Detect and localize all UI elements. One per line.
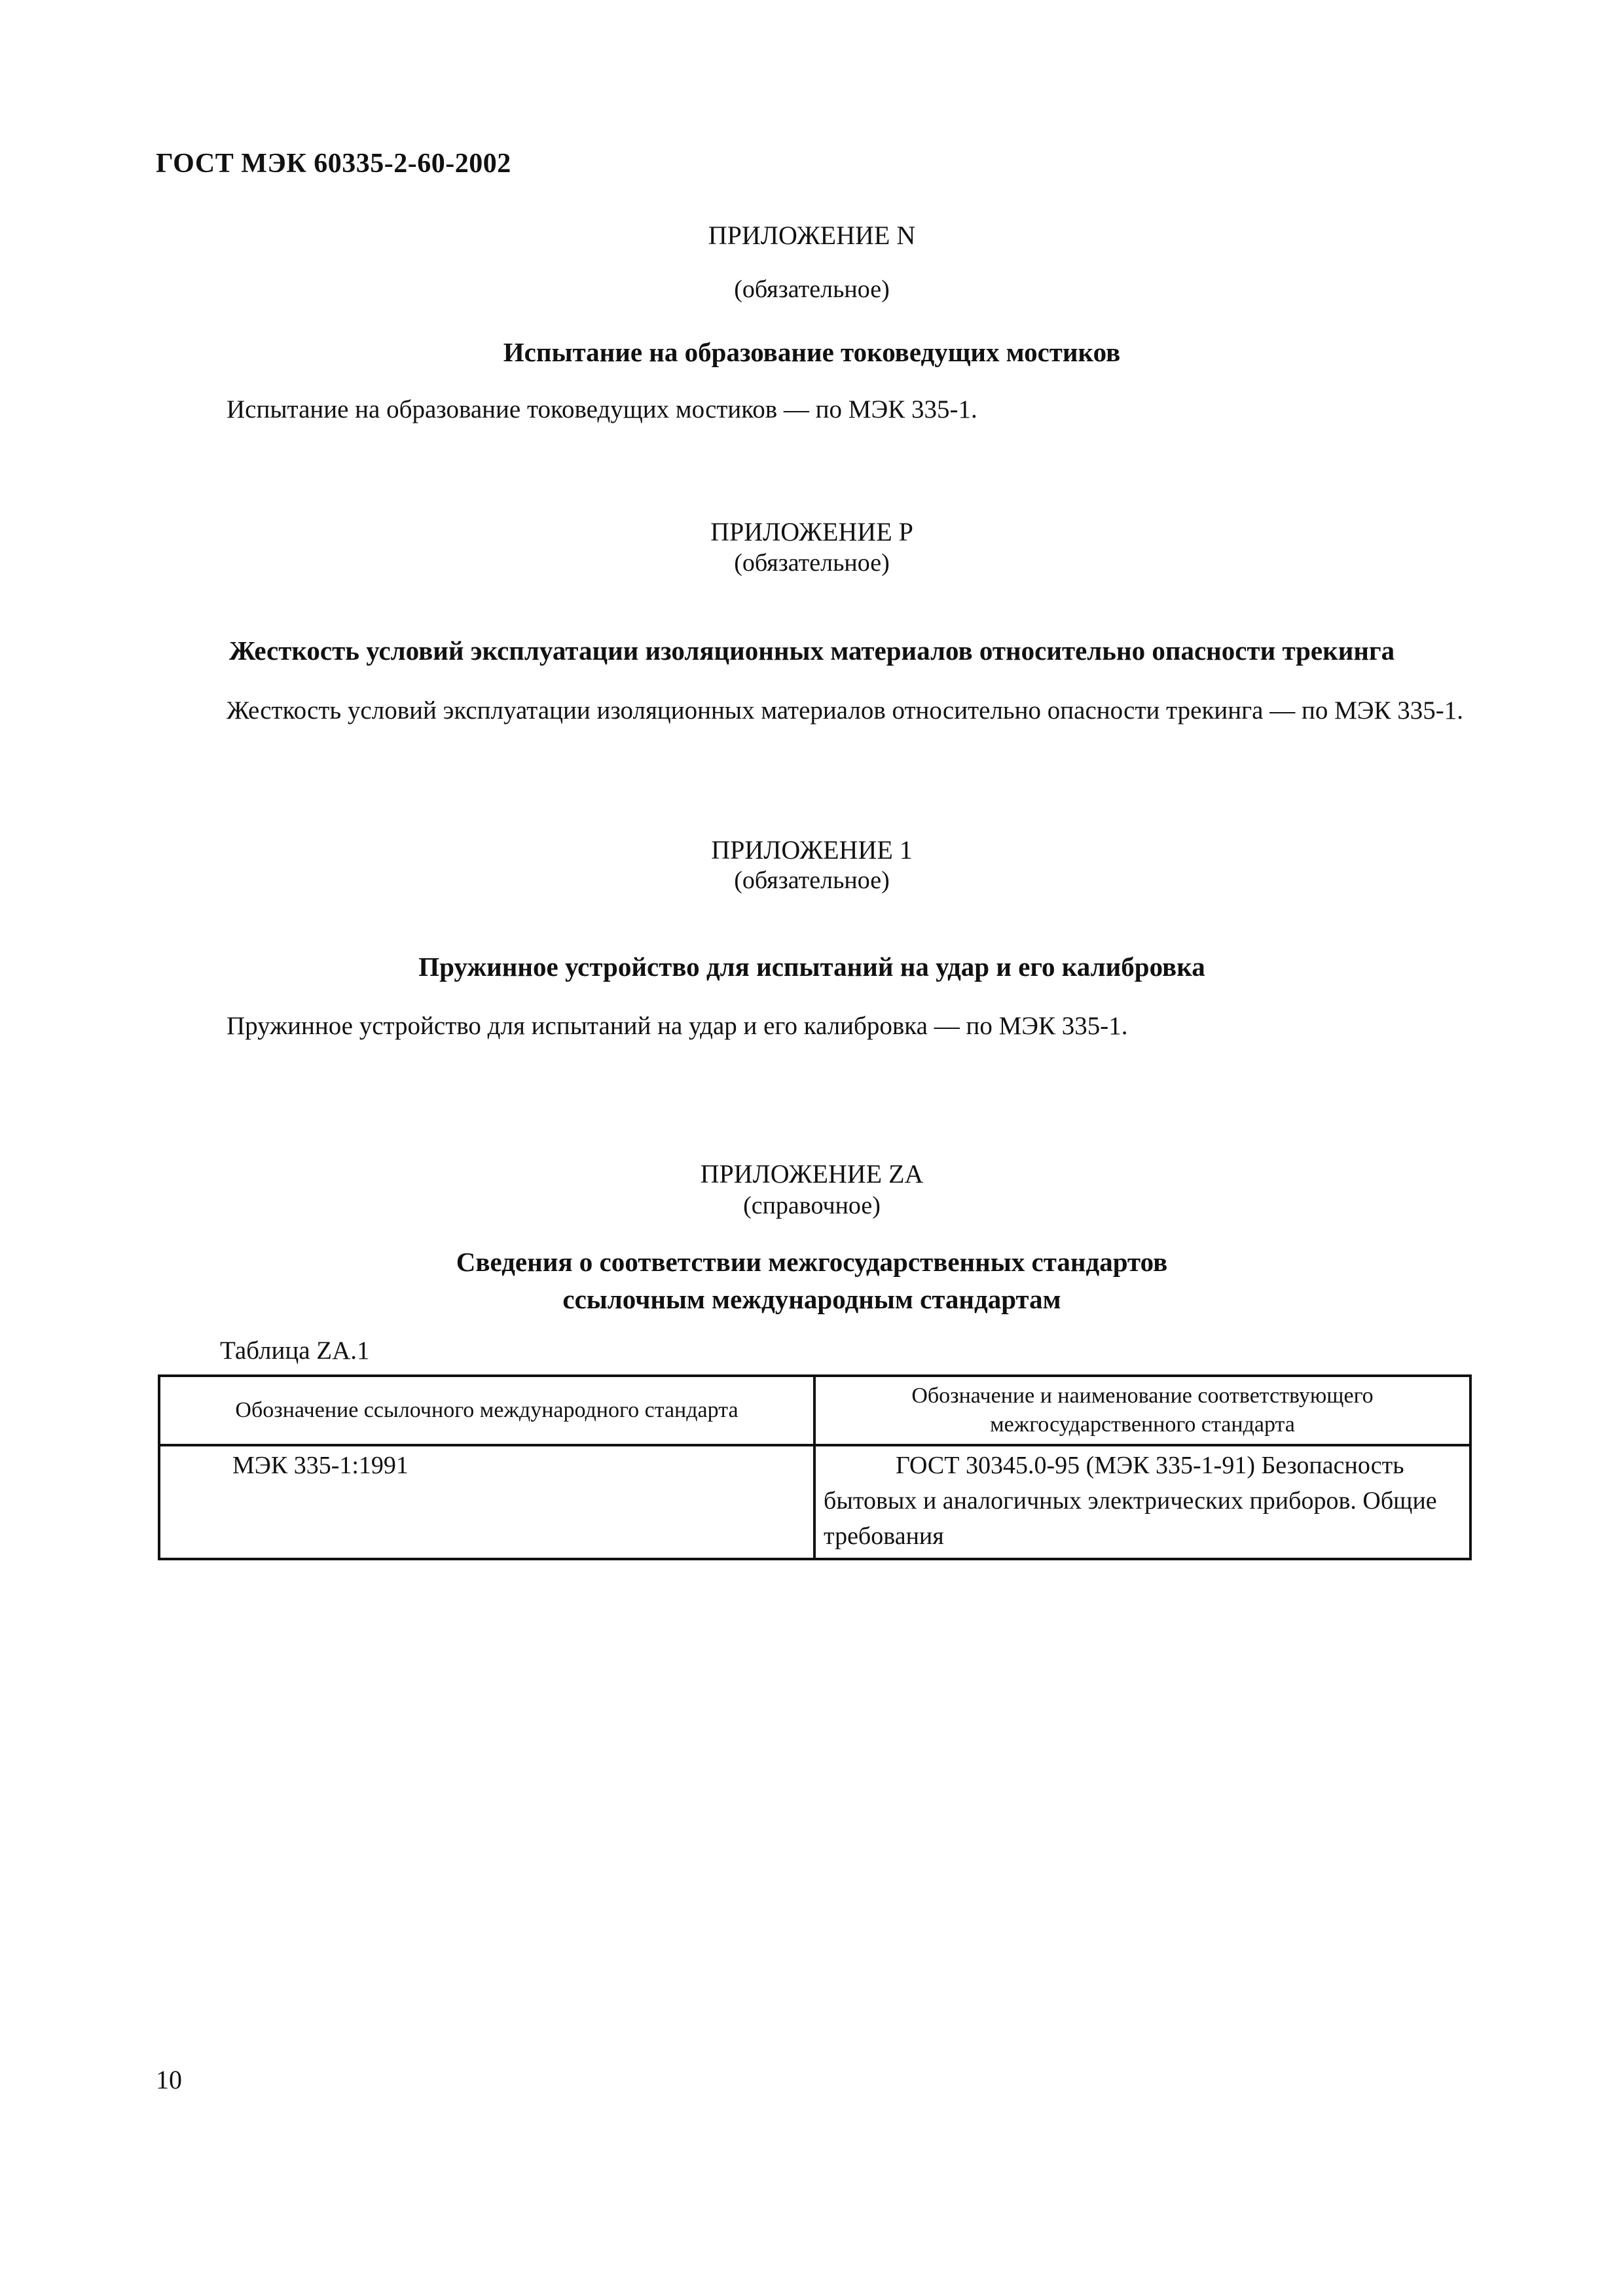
annex-1-text: Пружинное устройство для испытаний на удар и его калибровка — по МЭК 335-1. [227,1012,1128,1040]
cell-international-standard: МЭК 335-1:1991 [159,1445,814,1559]
cell-interstate-standard: ГОСТ 30345.0-95 (МЭК 335-1-91) Безопасность бытовых и аналогичных электрических приборов. Общие требования [814,1445,1470,1559]
annex-n-text: Испытание на образование токоведущих мостиков — по МЭК 335-1. [227,395,977,423]
document-title: ГОСТ МЭК 60335-2-60-2002 [156,149,511,179]
annex-1-heading: Пружинное устройство для испытаний на удар и его калибровка [418,952,1205,982]
annex-za-heading [157,1244,1467,1318]
annex-p-text: Жесткость условий эксплуатации изоляционных материалов относительно опасности трекинга — по МЭК 335-1. [227,696,1463,725]
annex-n-heading: Испытание на образование токоведущих мостиков [503,337,1121,367]
annex-1-label: ПРИЛОЖЕНИЕ 1 [711,835,913,865]
annex-za-heading-line2: ссылочным международным стандартам [562,1284,1061,1314]
header-international-standard: Обозначение ссылочного международного стандарта [159,1376,814,1445]
header-interstate-standard: Обозначение и наименование соответствующего межгосударственного стандарта [814,1376,1470,1445]
table-header-row [159,1376,1470,1445]
annex-za-status: (справочное) [743,1192,881,1219]
annex-n-label: ПРИЛОЖЕНИЕ N [708,221,916,250]
reference-standards-table [158,1374,1472,1560]
annex-p-heading: Жесткость условий эксплуатации изоляционных материалов относительно опасности трекинга [228,636,1395,666]
annex-za-label: ПРИЛОЖЕНИЕ ZA [700,1159,924,1189]
annex-1-status: (обязательное) [734,867,890,894]
annex-n-status: (обязательное) [734,276,890,303]
page-number: 10 [156,2065,182,2094]
annex-za-heading-line1: Сведения о соответствии межгосударственных стандартов [456,1247,1168,1277]
table-row [159,1445,1470,1559]
annex-p-label: ПРИЛОЖЕНИЕ P [710,517,913,547]
table-caption: Таблица ZA.1 [220,1336,370,1365]
annex-p-status: (обязательное) [734,549,890,577]
